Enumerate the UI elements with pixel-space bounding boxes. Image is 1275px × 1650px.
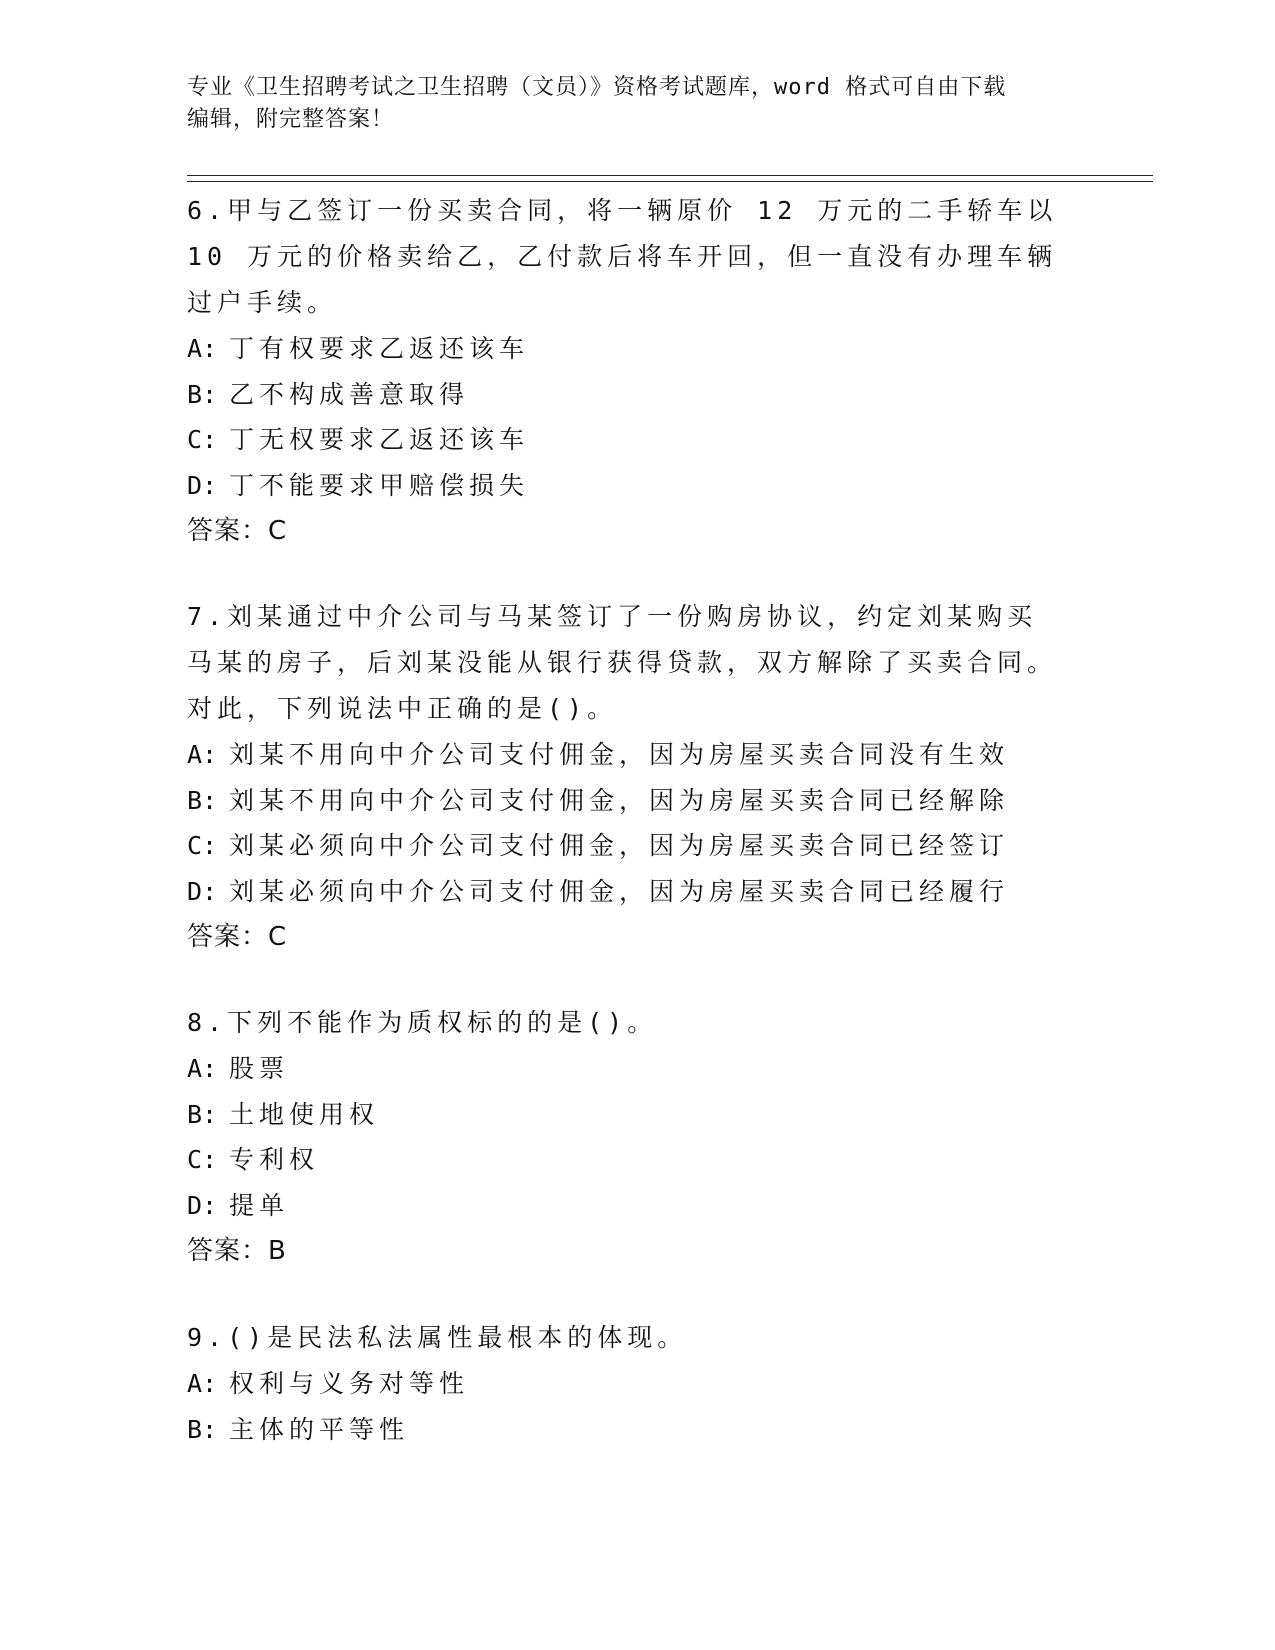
option-text: 刘某不用向中介公司支付佣金，因为房屋买卖合同已经解除	[229, 785, 1010, 815]
option-text: 刘某必须向中介公司支付佣金，因为房屋买卖合同已经履行	[229, 876, 1010, 906]
option-text: 丁无权要求乙返还该车	[229, 425, 530, 454]
option-text: 刘某必须向中介公司支付佣金，因为房屋买卖合同已经签订	[229, 831, 1010, 860]
option-label: B:	[187, 379, 218, 409]
answer: 答案：C	[187, 516, 288, 546]
option-label: A:	[187, 740, 218, 769]
header-divider-bottom	[187, 181, 1153, 182]
option-label: A:	[187, 334, 218, 363]
option-d	[187, 1183, 1067, 1229]
option-label: B:	[187, 1414, 218, 1444]
option-label: C:	[187, 1145, 218, 1174]
option-text: 专利权	[229, 1145, 320, 1174]
option-label: C:	[187, 425, 218, 454]
option-a	[187, 326, 1067, 372]
option-label: A:	[187, 1369, 218, 1398]
option-text: 刘某不用向中介公司支付佣金，因为房屋买卖合同没有生效	[229, 740, 1010, 769]
option-label: B:	[187, 785, 218, 815]
option-label: A:	[187, 1054, 218, 1083]
question-stem: 8.下列不能作为质权标的的是()。	[187, 1008, 658, 1037]
option-b	[187, 372, 1067, 418]
header-line-1: 专业《卫生招聘考试之卫生招聘（文员）》资格考试题库，word 格式可自由下载	[187, 75, 1007, 100]
question-7	[187, 594, 1067, 960]
option-a	[187, 1046, 1067, 1092]
option-text: 主体的平等性	[229, 1414, 410, 1444]
option-text: 股票	[229, 1054, 290, 1083]
option-b	[187, 1407, 1067, 1453]
header-divider-top	[187, 175, 1153, 176]
option-label: B:	[187, 1099, 218, 1129]
option-text: 权利与义务对等性	[229, 1369, 470, 1398]
option-label: D:	[187, 470, 218, 500]
option-text: 乙不构成善意取得	[229, 379, 470, 409]
option-label: C:	[187, 831, 218, 860]
option-d	[187, 869, 1067, 915]
answer: 答案：C	[187, 922, 288, 952]
option-a	[187, 732, 1067, 778]
question-stem: 9.()是民法私法属性最根本的体现。	[187, 1323, 688, 1352]
option-text: 土地使用权	[229, 1099, 380, 1129]
option-c	[187, 823, 1067, 869]
question-9	[187, 1315, 1067, 1452]
option-label: D:	[187, 876, 218, 906]
option-b	[187, 778, 1067, 824]
option-text: 提单	[229, 1190, 290, 1220]
option-c	[187, 1137, 1067, 1183]
answer: 答案：B	[187, 1236, 287, 1266]
option-text: 丁有权要求乙返还该车	[229, 334, 530, 363]
document-header	[187, 72, 1087, 136]
option-b	[187, 1092, 1067, 1138]
option-d	[187, 463, 1067, 509]
question-8	[187, 1000, 1067, 1274]
question-stem: 7.刘某通过中介公司与马某签订了一份购房协议，约定刘某购买马某的房子，后刘某没能从银行获得贷款，双方解除了买卖合同。对此，下列说法中正确的是()。	[187, 602, 1058, 723]
option-label: D:	[187, 1190, 218, 1220]
question-6	[187, 188, 1067, 554]
option-text: 丁不能要求甲赔偿损失	[229, 470, 530, 500]
option-a	[187, 1361, 1067, 1407]
option-c	[187, 417, 1067, 463]
question-stem: 6.甲与乙签订一份买卖合同，将一辆原价 12 万元的二手轿车以 10 万元的价格卖给乙，乙付款后将车开回，但一直没有办理车辆过户手续。	[187, 196, 1058, 317]
header-line-2: 编辑，附完整答案！	[187, 107, 395, 132]
